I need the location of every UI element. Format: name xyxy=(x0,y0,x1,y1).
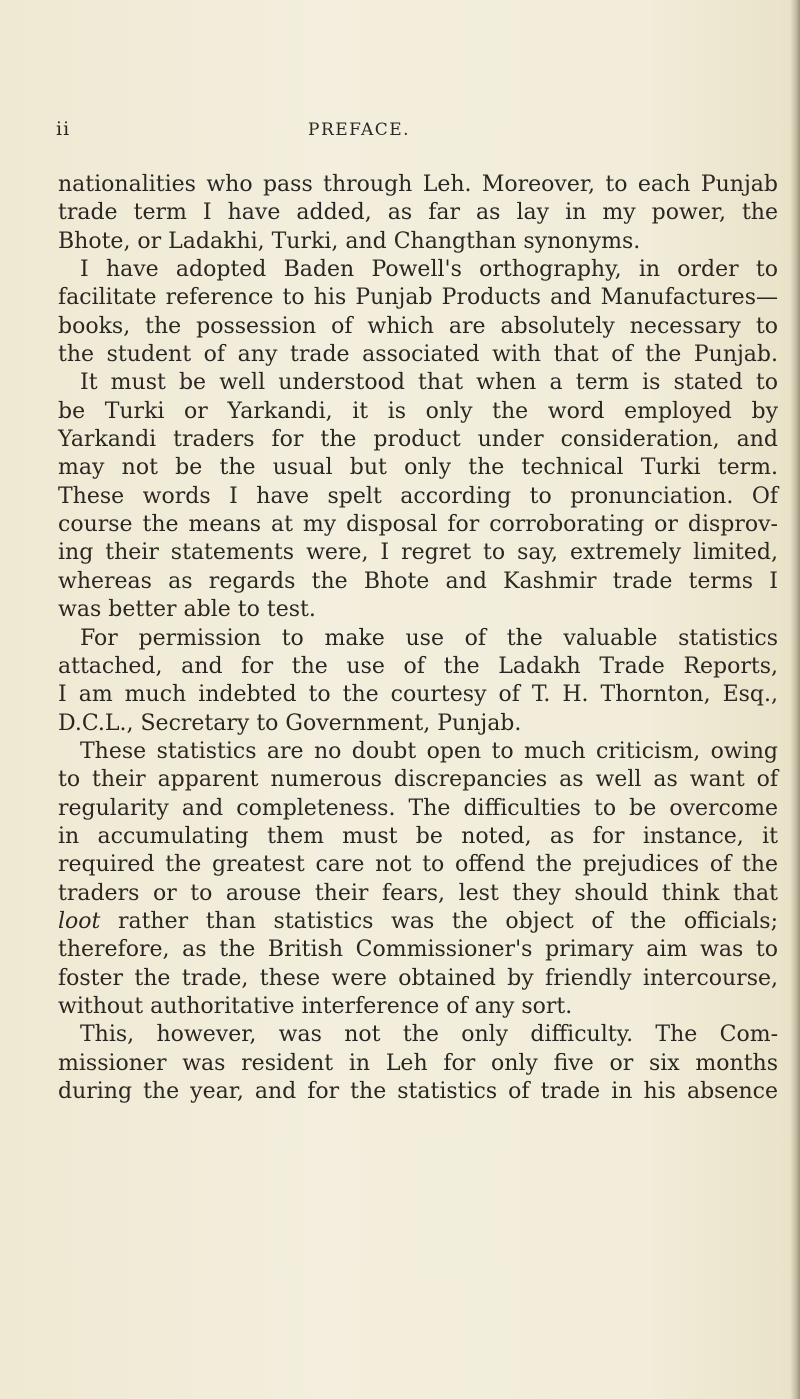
page-number: ii xyxy=(56,118,71,140)
text-line-with-italic xyxy=(58,908,778,936)
text-line: attached, and for the use of the Ladakh Trade Reports, xyxy=(58,653,778,679)
text-line: facilitate reference to his Punjab Products and Manufactures— xyxy=(58,285,778,311)
text-line: regularity and completeness. The difficulties to be overcome xyxy=(58,795,778,821)
line-remainder: rather than statistics was the object of the officials; xyxy=(100,908,778,934)
paragraph-start-line: This, however, was not the only difficulty. The Com- xyxy=(80,1022,778,1048)
text-line: may not be the usual but only the technical Turki term. xyxy=(58,455,778,481)
text-line: traders or to arouse their fears, lest they should think that xyxy=(58,880,778,906)
text-line: Yarkandi traders for the product under consideration, and xyxy=(58,427,778,453)
text-line: in accumulating them must be noted, as for instance, it xyxy=(58,823,778,849)
text-line: trade term I have added, as far as lay in my power, the xyxy=(58,200,778,226)
body-text xyxy=(58,171,778,1106)
text-line: required the greatest care not to offend the prejudices of the xyxy=(58,852,778,878)
text-line: foster the trade, these were obtained by friendly intercourse, xyxy=(58,965,778,991)
text-line: nationalities who pass through Leh. Moreover, to each Punjab xyxy=(58,172,778,197)
text-line: to their apparent numerous discrepancies as well as want of xyxy=(58,767,778,793)
page-header xyxy=(0,118,800,142)
text-line: during the year, and for the statistics of trade in his absence xyxy=(58,1079,778,1104)
paragraph-start-line: It must be well understood that when a term is stated to xyxy=(80,370,778,396)
text-line: missioner was resident in Leh for only five or six months xyxy=(58,1050,778,1076)
text-line: without authoritative interference of any sort. xyxy=(58,993,573,1019)
text-line: I am much indebted to the courtesy of T. H. Thornton, Esq., xyxy=(58,682,778,708)
paragraph-start-line: These statistics are no doubt open to much criticism, owing xyxy=(80,738,778,764)
text-line: the student of any trade associated with that of the Punjab. xyxy=(58,342,778,368)
text-line: whereas as regards the Bhote and Kashmir trade terms I xyxy=(58,568,778,594)
italic-word: loot xyxy=(58,908,101,934)
text-line: D.C.L., Secretary to Government, Punjab. xyxy=(58,710,522,736)
text-line: course the means at my disposal for corroborating or disprov- xyxy=(58,512,778,538)
text-line: ing their statements were, I regret to say, extremely limited, xyxy=(58,540,778,566)
paragraph-start-line: For permission to make use of the valuable statistics xyxy=(80,625,778,651)
text-line: books, the possession of which are absolutely necessary to xyxy=(58,313,778,339)
paragraph-start-line: I have adopted Baden Powell's orthography, in order to xyxy=(80,257,778,283)
running-title: PREFACE. xyxy=(308,120,411,140)
page-edge-shadow xyxy=(790,0,800,1399)
text-line: These words I have spelt according to pronunciation. Of xyxy=(58,483,778,509)
text-line: be Turki or Yarkandi, it is only the word employed by xyxy=(58,398,778,424)
text-line: Bhote, or Ladakhi, Turki, and Changthan synonyms. xyxy=(58,228,641,254)
text-line: therefore, as the British Commissioner's primary aim was to xyxy=(58,937,778,963)
text-line: was better able to test. xyxy=(58,597,316,623)
